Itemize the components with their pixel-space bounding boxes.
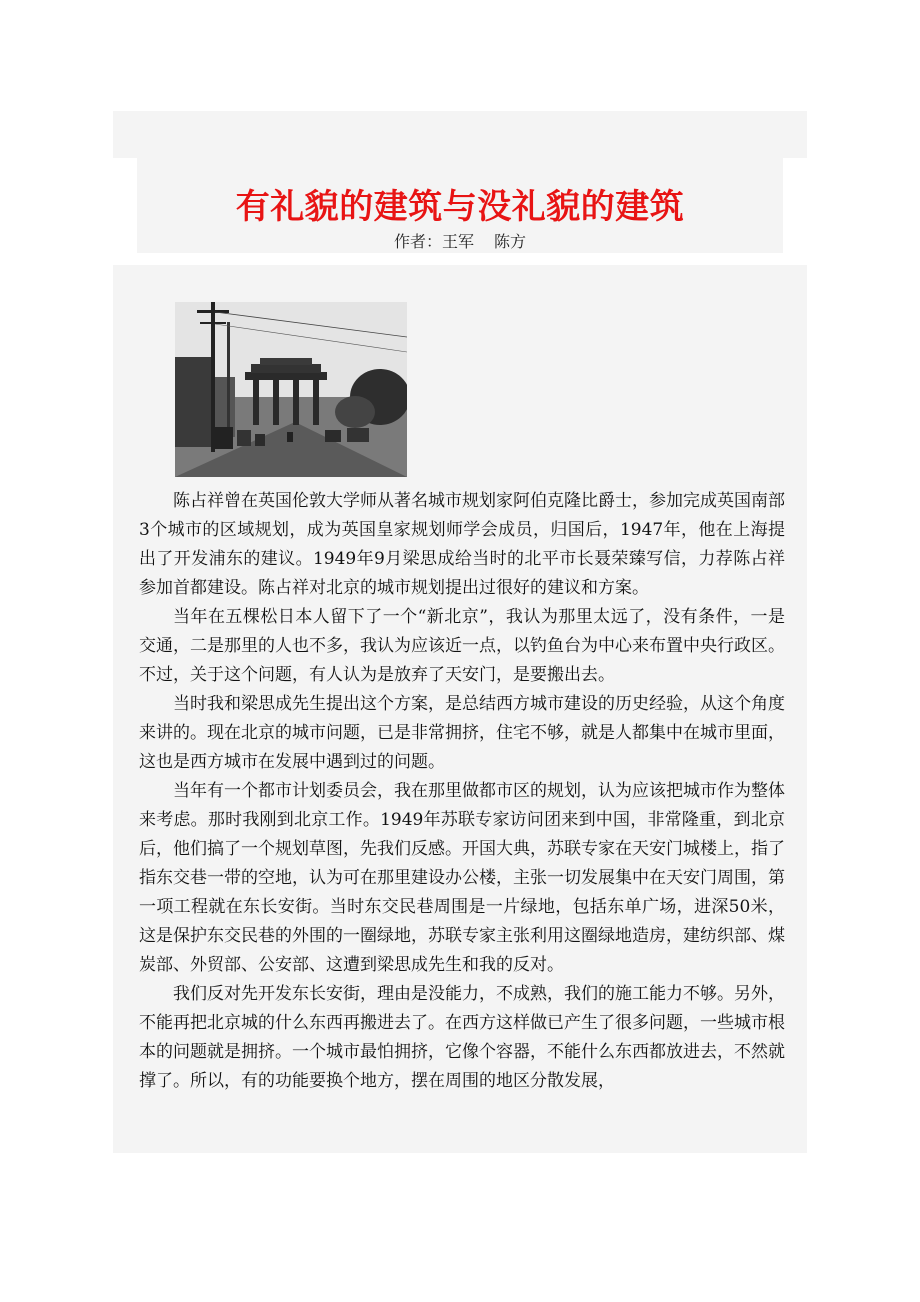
author-second: 陈方	[494, 232, 527, 251]
paragraph: 当年在五棵松日本人留下了一个“新北京”，我认为那里太远了，没有条件，一是交通，二是那里的人也不多，我认为应该近一点，以钓鱼台为中心来布置中央行政区。不过，关于这个问题，有人认为是放弃了天安门，是要搬出去。	[139, 607, 785, 685]
paragraph: 我们反对先开发东长安街，理由是没能力，不成熟，我们的施工能力不够。另外，不能再把北京城的什么东西再搬进去了。在西方这样做已产生了很多问题，一些城市根本的问题就是拥挤。一个城市最怕拥挤，它像个容器，不能什么东西都放进去，不然就撑了。所以，有的功能要换个地方，摆在周围的地区分散发展，	[139, 984, 785, 1091]
article-body	[139, 487, 785, 1096]
paragraph: 陈占祥曾在英国伦敦大学师从著名城市规划家阿伯克隆比爵士，参加完成英国南部3个城市的区域规划，成为英国皇家规划师学会成员，归国后，1947年，他在上海提出了开发浦东的建议。1949年9月梁思成给当时的北平市长聂荣臻写信，力荐陈占祥参加首都建设。陈占祥对北京的城市规划提出过很好的建议和方案。	[139, 491, 785, 598]
paragraph: 当时我和梁思成先生提出这个方案，是总结西方城市建设的历史经验，从这个角度来讲的。现在北京的城市问题，已是非常拥挤，住宅不够，就是人都集中在城市里面，这也是西方城市在发展中遇到过的问题。	[139, 694, 785, 772]
article-content	[113, 265, 807, 1153]
header-band	[113, 111, 807, 158]
author-label: 作者：王军	[393, 232, 474, 251]
article-author	[0, 232, 920, 252]
historic-street-photo	[175, 302, 407, 477]
article-title: 有礼貌的建筑与没礼貌的建筑	[235, 187, 685, 227]
paragraph: 当年有一个都市计划委员会，我在那里做都市区的规划，认为应该把城市作为整体来考虑。那时我刚到北京工作。1949年苏联专家访问团来到中国，非常隆重，到北京后，他们搞了一个规划草图，先我们反感。开国大典，苏联专家在天安门城楼上，指了指东交巷一带的空地，认为可在那里建设办公楼，主张一切发展集中在天安门周围，第一项工程就在东长安街。当时东交民巷周围是一片绿地，包括东单广场，进深50米，这是保护东交民巷的外围的一圈绿地，苏联专家主张利用这圈绿地造房，建纺织部、煤炭部、外贸部、公安部、这遭到梁思成先生和我的反对。	[139, 781, 785, 975]
